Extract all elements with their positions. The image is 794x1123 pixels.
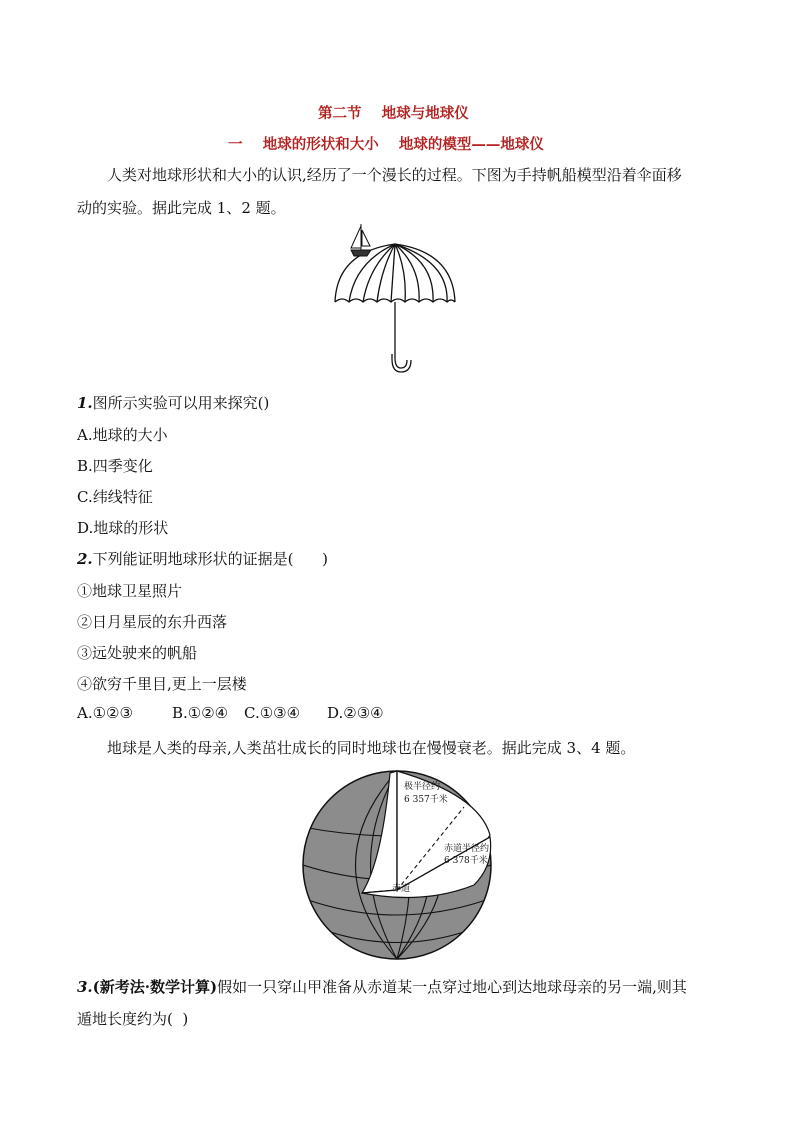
q2-option-d: D.②③④ <box>327 704 384 722</box>
polar-radius-value: 6 357千米 <box>404 795 448 805</box>
q1-option-b: B.四季变化 <box>77 457 153 475</box>
q2-statement-1: ①地球卫星照片 <box>77 582 183 600</box>
question-3-line-2: 遁地长度约为( ) <box>77 1010 189 1028</box>
umbrella-sailboat-figure <box>325 222 465 374</box>
question-tag: (新考法·数学计算) <box>92 978 218 996</box>
q2-option-a: A.①②③ <box>77 704 133 722</box>
equator-label: 赤道 <box>392 884 411 894</box>
polar-radius-label: 极半径约 <box>404 782 441 792</box>
question-text: 假如一只穿山甲准备从赤道某一点穿过地心到达地球母亲的另一端,则其 <box>217 978 687 996</box>
question-number: 2. <box>77 550 93 568</box>
equator-radius-label: 赤道半径约 <box>444 844 490 854</box>
question-number: 3. <box>77 978 93 996</box>
q1-option-c: C.纬线特征 <box>77 488 153 506</box>
q2-statement-2: ②日月星辰的东升西落 <box>77 613 228 631</box>
earth-cutaway-figure <box>294 765 500 963</box>
question-text: 图所示实验可以用来探究() <box>92 394 270 412</box>
subsection-title: 一 地球的形状和大小 地球的模型——地球仪 <box>228 136 544 153</box>
question-text: 下列能证明地球形状的证据是( ) <box>92 550 328 568</box>
question-3-line-1 <box>77 976 687 997</box>
question-1-stem <box>77 392 269 413</box>
intro-paragraph-line: 动的实验。据此完成 1、2 题。 <box>77 199 286 217</box>
q1-option-d: D.地球的形状 <box>77 519 169 537</box>
q2-statement-4: ④欲穷千里目,更上一层楼 <box>77 675 247 693</box>
intro-paragraph-line: 人类对地球形状和大小的认识,经历了一个漫长的过程。下图为手持帆船模型沿着伞面移 <box>107 166 682 184</box>
equator-radius-value: 6 378千米 <box>444 856 488 866</box>
q2-option-c: C.①③④ <box>244 704 301 722</box>
intro-paragraph-2: 地球是人类的母亲,人类茁壮成长的同时地球也在慢慢衰老。据此完成 3、4 题。 <box>107 739 636 757</box>
section-title: 第二节 地球与地球仪 <box>318 105 469 122</box>
question-2-stem <box>77 548 328 569</box>
q2-option-b: B.①②④ <box>172 704 229 722</box>
q2-statement-3: ③远处驶来的帆船 <box>77 644 198 662</box>
question-number: 1. <box>77 394 93 412</box>
q1-option-a: A.地球的大小 <box>77 426 168 444</box>
